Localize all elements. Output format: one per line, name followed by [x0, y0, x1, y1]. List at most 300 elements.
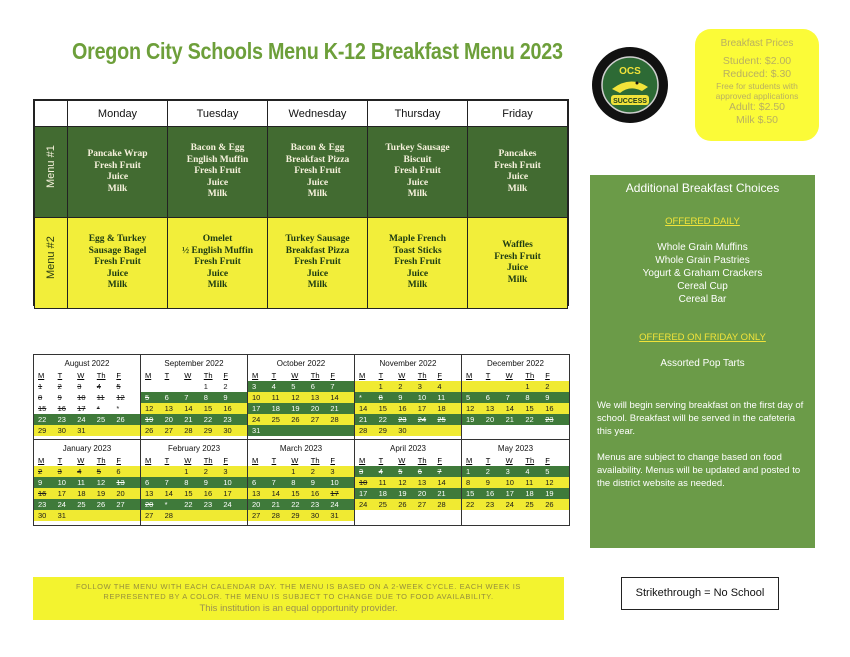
calendar-week: [248, 392, 354, 403]
menu-cell: [68, 127, 168, 218]
calendar-day: 25: [96, 415, 106, 424]
weekday-abbr: T: [57, 371, 63, 380]
calendar-day: 10: [252, 393, 261, 402]
calendar-week: [248, 466, 354, 477]
calendar-day: [359, 381, 379, 392]
calendar-day: 13: [252, 489, 261, 498]
weekday-header: [141, 456, 247, 466]
menu-items: [168, 143, 267, 201]
month-calendar: [355, 355, 462, 440]
calendar-day: 11: [77, 478, 85, 487]
menu-item: Juice: [206, 268, 229, 279]
calendar-day: 11: [96, 393, 105, 402]
calendar-day: 20: [252, 500, 261, 509]
menu-item: Juice: [206, 177, 229, 188]
calendar-day: 17: [359, 489, 368, 498]
menu-item: Fresh Fruit: [194, 257, 241, 268]
weekday-abbr: T: [378, 456, 384, 465]
month-title: September 2022: [164, 359, 224, 368]
weekday-abbr: W: [291, 456, 299, 465]
calendar-week: [34, 466, 140, 477]
calendar-day: 10: [417, 393, 427, 402]
weekday-abbr: Th: [203, 371, 213, 380]
calendar-day: [525, 510, 545, 521]
calendar-day: 11: [271, 393, 280, 402]
calendar-day: [437, 510, 457, 521]
calendar-day: 28: [164, 511, 173, 520]
daily-item: Whole Grain Pastries: [655, 255, 750, 266]
menu-item: ½ English Muffin: [181, 245, 253, 256]
calendar-day: 12: [398, 478, 407, 487]
calendar-day: [145, 466, 165, 477]
month-calendar: [141, 440, 248, 525]
weekday-abbr: M: [38, 456, 45, 465]
calendar-day: 18: [437, 404, 446, 413]
calendar-week: [141, 466, 247, 477]
menu-item: Omelet: [202, 234, 233, 245]
eagle-eye-icon: [636, 82, 639, 85]
weekday-abbr: F: [116, 456, 121, 465]
calendar-day: [545, 425, 565, 436]
calendar-day: 16: [38, 489, 47, 498]
calendar-day: 18: [378, 489, 387, 498]
calendar-day: 21: [505, 415, 514, 424]
menu-item: Juice: [306, 268, 329, 279]
calendar-day: [486, 510, 506, 521]
month-title: December 2022: [487, 359, 544, 368]
calendar-day: 30: [223, 426, 232, 435]
calendar-week: [141, 425, 247, 436]
calendar-week: [141, 414, 247, 425]
calendar-day: 2: [545, 382, 550, 391]
calendar-day: [184, 510, 204, 521]
calendar-day: 3: [252, 382, 257, 391]
calendar-day: [466, 425, 486, 436]
calendar-week: [355, 414, 461, 425]
calendar-day: 19: [291, 404, 300, 413]
calendar-day: 15: [525, 404, 534, 413]
calendar-day: 5: [116, 382, 121, 391]
calendar-day: 23: [57, 415, 66, 424]
weekday-abbr: M: [359, 371, 366, 380]
calendar-day: 2: [203, 467, 208, 476]
calendar-week: [34, 488, 140, 499]
weekday-abbr: T: [271, 371, 277, 380]
calendar-day: 26: [116, 415, 125, 424]
calendar-day: 22: [525, 415, 534, 424]
calendar-day: 19: [145, 415, 154, 424]
calendar-day: 3: [77, 382, 82, 391]
calendar-day: 28: [330, 415, 339, 424]
calendar-day: 17: [417, 404, 427, 413]
menu-items: [68, 234, 167, 292]
calendar-week: [141, 499, 247, 510]
calendar-day: [486, 425, 506, 436]
calendar-day: 22: [378, 415, 387, 424]
day-header: Wednesday: [268, 101, 368, 127]
menu-item: Milk: [407, 189, 428, 200]
calendar-day: 24: [359, 500, 368, 509]
calendar-day: [272, 425, 292, 436]
calendar-day: 27: [417, 500, 427, 509]
additional-choices-panel: [590, 175, 815, 548]
price-student: Student: $2.00: [722, 55, 792, 67]
calendar-day: 5: [291, 382, 296, 391]
weekday-abbr: W: [398, 371, 406, 380]
calendar-week: [141, 381, 247, 392]
weekday-header: [462, 456, 569, 466]
calendar-week: [462, 381, 569, 392]
calendar-week: [462, 499, 569, 510]
weekday-abbr: Th: [525, 456, 535, 465]
calendar-day: [486, 381, 506, 392]
calendar-day: 26: [291, 415, 300, 424]
calendar-day: 17: [57, 489, 66, 498]
calendar-week: [462, 466, 569, 477]
calendar-day: [379, 510, 399, 521]
calendar-week: [355, 403, 461, 414]
calendar-day: 2: [485, 467, 490, 476]
menu-item: Biscuit: [403, 154, 432, 165]
calendar-day: 24: [330, 500, 339, 509]
calendar-day: 7: [164, 478, 169, 487]
offered-friday-label: OFFERED ON FRIDAY ONLY: [639, 332, 766, 343]
logo-letters: OCS: [619, 66, 641, 77]
calendar-day: 24: [223, 500, 232, 509]
calendar-day: 14: [330, 393, 339, 402]
calendar-day: 7: [330, 382, 335, 391]
calendar-day: 11: [437, 393, 446, 402]
price-reduced: Reduced: $.30: [722, 68, 792, 80]
calendar-day: 17: [505, 489, 514, 498]
calendar-day: [398, 510, 418, 521]
calendar-week: [34, 414, 140, 425]
calendar-day: 22: [184, 500, 193, 509]
change-note: Menus are subject to change based on food availability. Menus will be updated and posted to the district website as needed.: [597, 452, 801, 489]
daily-item: Cereal Cup: [677, 281, 728, 292]
calendar-day: 23: [485, 500, 495, 509]
calendar-day: 27: [310, 415, 320, 424]
calendar-day: [272, 466, 292, 477]
menu-cell: [168, 127, 268, 218]
calendar-day: 5: [466, 393, 471, 402]
menu-row-label: [35, 218, 68, 309]
logo-motto: SUCCESS: [613, 98, 647, 105]
price-free-note-1: Free for students with: [716, 81, 798, 91]
menu-cell: [368, 218, 468, 309]
month-calendar: [248, 355, 355, 440]
calendar-day: 19: [398, 489, 407, 498]
month-calendar: [34, 355, 141, 440]
menu-item: Milk: [507, 274, 528, 285]
menu-items: [68, 149, 167, 195]
calendar-day: 17: [330, 489, 339, 498]
calendar-day: 1: [525, 382, 530, 391]
calendar-day: 31: [77, 426, 86, 435]
calendar-day: 21: [330, 404, 339, 413]
calendar-day: [145, 381, 165, 392]
calendar-day: 25: [525, 500, 534, 509]
menu-cell: [368, 127, 468, 218]
weekday-header: [34, 456, 140, 466]
calendar-week: [34, 381, 140, 392]
calendar-day: [97, 510, 117, 521]
calendar-day: 16: [57, 404, 66, 413]
calendar-day: 15: [466, 489, 475, 498]
calendar-day: 14: [437, 478, 446, 487]
calendar-day: 6: [164, 393, 169, 402]
calendar-day: 9: [223, 393, 228, 402]
calendar-day: 16: [223, 404, 232, 413]
calendar-day: 4: [525, 467, 530, 476]
menu-item: Maple French: [388, 234, 447, 245]
calendar-day: 9: [485, 478, 490, 487]
calendar-day: 8: [184, 478, 189, 487]
calendar-day: 25: [77, 500, 86, 509]
calendar-day: 13: [417, 478, 427, 487]
calendar-day: 19: [96, 489, 106, 498]
menu-item: Milk: [207, 189, 228, 200]
menu-item: Pancakes: [498, 149, 537, 159]
calendar-day: 11: [525, 478, 534, 487]
daily-item: Cereal Bar: [678, 294, 727, 305]
menu-1-label: Menu #1: [45, 145, 57, 188]
calendar-day: 2: [310, 467, 315, 476]
friday-item: Assorted Pop Tarts: [660, 358, 745, 369]
weekday-abbr: T: [485, 456, 491, 465]
calendar-day: 22: [291, 500, 300, 509]
menu-item: Waffles: [502, 240, 533, 250]
calendar-day: 2: [398, 382, 403, 391]
menu-item: Fresh Fruit: [394, 257, 441, 268]
weekday-abbr: M: [466, 456, 473, 465]
calendar-week: [248, 403, 354, 414]
calendar-day: 26: [398, 500, 407, 509]
menu-item: English Muffin: [186, 154, 249, 165]
calendar-week: [355, 477, 461, 488]
calendar-day: [184, 381, 204, 392]
weekday-abbr: W: [291, 371, 299, 380]
calendar-day: 5: [398, 467, 403, 476]
month-calendar: [355, 440, 462, 525]
weekday-abbr: M: [466, 371, 473, 380]
calendar-day: [165, 381, 185, 392]
calendar-day: 16: [310, 489, 320, 498]
calendar-day: 25: [378, 500, 387, 509]
menu-items: [168, 234, 267, 292]
menu-item: Juice: [406, 177, 429, 188]
calendar-day: [97, 425, 117, 436]
weekday-abbr: T: [485, 371, 491, 380]
price-milk: Milk $.50: [735, 114, 778, 126]
calendar-day: 30: [310, 511, 320, 520]
calendar-week: [355, 510, 461, 521]
menu-cell: [68, 218, 168, 309]
calendar-day: 13: [145, 489, 154, 498]
menu-item: Bacon & Egg: [190, 143, 245, 154]
weekday-abbr: T: [57, 456, 63, 465]
calendar-day: 1: [203, 382, 208, 391]
calendar-day: 12: [116, 393, 125, 402]
calendar-day: 9: [398, 393, 403, 402]
calendar-day: 21: [359, 415, 368, 424]
day-header: Thursday: [368, 101, 468, 127]
calendar-day: 8: [378, 393, 383, 402]
calendar-day: 23: [398, 415, 407, 424]
daily-items-list: [590, 241, 815, 306]
calendar-day: 6: [252, 478, 257, 487]
weekday-abbr: F: [116, 371, 121, 380]
calendar-week: [248, 488, 354, 499]
friday-items-list: [590, 357, 815, 370]
weekday-abbr: T: [378, 371, 384, 380]
calendar-day: 31: [252, 426, 261, 435]
menu-item: Milk: [107, 280, 128, 291]
calendar-day: 29: [203, 426, 213, 435]
calendar-day: 18: [77, 489, 86, 498]
month-calendar: [462, 440, 569, 525]
menu-item: Fresh Fruit: [394, 166, 441, 177]
offered-daily-label: OFFERED DAILY: [665, 216, 740, 227]
weekday-abbr: Th: [310, 371, 320, 380]
calendar-day: 20: [417, 489, 427, 498]
weekday-header: [141, 371, 247, 381]
calendar-week: [355, 392, 461, 403]
calendar-day: 14: [164, 489, 173, 498]
calendar-day: 5: [145, 393, 150, 402]
calendar-day: 7: [184, 393, 189, 402]
menu-item: Fresh Fruit: [494, 251, 541, 262]
menu-item: Turkey Sausage: [385, 143, 450, 154]
calendar-day: 15: [203, 404, 213, 413]
calendar-day: 20: [164, 415, 173, 424]
calendar-week: [462, 488, 569, 499]
calendar-day: 27: [252, 511, 261, 520]
weekday-abbr: F: [223, 456, 228, 465]
weekday-abbr: T: [164, 456, 170, 465]
footer-line-2: REPRESENTED BY A COLOR. THE MENU IS SUBJECT TO CHANGE DUE TO FOOD AVAILABILITY.: [103, 592, 494, 601]
calendar-day: [77, 510, 97, 521]
weekday-header: [248, 371, 354, 381]
calendar-day: 12: [96, 478, 106, 487]
calendar-day: 17: [252, 404, 261, 413]
calendar-day: [223, 510, 243, 521]
month-title: February 2023: [167, 444, 221, 453]
calendar-day: 18: [525, 489, 534, 498]
menu-item: Fresh Fruit: [94, 160, 141, 171]
calendar-day: 15: [378, 404, 387, 413]
calendar-day: 6: [485, 393, 490, 402]
weekday-abbr: W: [77, 371, 85, 380]
calendar-day: 20: [116, 489, 125, 498]
calendar-day: 23: [223, 415, 232, 424]
daily-item: Yogurt & Graham Crackers: [642, 268, 763, 279]
calendar-day: 24: [505, 500, 514, 509]
calendar-day: 22: [203, 415, 213, 424]
calendar-day: 12: [466, 404, 475, 413]
calendar-week: [141, 488, 247, 499]
calendar-day: *: [164, 500, 168, 509]
menu-item: Fresh Fruit: [94, 257, 141, 268]
calendar-day: [506, 510, 526, 521]
calendar-day: 4: [437, 382, 442, 391]
month-title: November 2022: [379, 359, 437, 368]
weekday-header: [462, 371, 569, 381]
footer-line-1: FOLLOW THE MENU WITH EACH CALENDAR DAY. THE MENU IS BASED ON A 2-WEEK CYCLE. EACH WEEK IS: [75, 582, 521, 591]
calendar-day: 7: [505, 393, 510, 402]
menu-item: Milk: [307, 189, 328, 200]
calendar-day: 10: [223, 478, 232, 487]
calendar-day: 28: [184, 426, 193, 435]
calendar-day: 24: [417, 415, 427, 424]
weekday-abbr: M: [359, 456, 366, 465]
calendar-day: 30: [398, 426, 407, 435]
calendar-day: 12: [291, 393, 300, 402]
calendar-day: 31: [57, 511, 66, 520]
calendar-day: 6: [116, 467, 121, 476]
calendar-day: 14: [359, 404, 368, 413]
weekday-abbr: W: [505, 371, 513, 380]
weekday-abbr: Th: [525, 371, 535, 380]
calendar-day: 22: [38, 415, 47, 424]
calendar-day: 21: [184, 415, 193, 424]
weekday-abbr: F: [545, 456, 550, 465]
calendar-day: 8: [203, 393, 208, 402]
weekday-abbr: M: [252, 456, 259, 465]
calendar-week: [141, 403, 247, 414]
calendar-day: 10: [505, 478, 514, 487]
calendar-day: 8: [525, 393, 530, 402]
weekday-abbr: W: [505, 456, 513, 465]
month-title: March 2023: [279, 444, 323, 453]
calendar-day: 19: [545, 489, 554, 498]
price-adult: Adult: $2.50: [728, 101, 786, 113]
weekday-abbr: F: [330, 371, 335, 380]
calendar-day: 28: [359, 426, 368, 435]
calendar-day: [466, 510, 486, 521]
calendar-week: [34, 477, 140, 488]
calendar-week: [248, 414, 354, 425]
calendar-week: [462, 510, 569, 521]
calendar-day: 8: [38, 393, 43, 402]
weekday-abbr: F: [437, 371, 442, 380]
calendar-day: 10: [359, 478, 368, 487]
weekday-abbr: T: [271, 456, 277, 465]
calendar-day: 21: [437, 489, 446, 498]
menu-item: Breakfast Pizza: [285, 154, 350, 165]
menu-cell: [168, 218, 268, 309]
menu-item: Fresh Fruit: [294, 166, 341, 177]
calendar-day: 29: [378, 426, 387, 435]
calendar-day: 4: [378, 467, 383, 476]
calendar-day: 31: [330, 511, 339, 520]
menu-item: Fresh Fruit: [494, 160, 541, 171]
calendar-week: [462, 414, 569, 425]
additional-choices-heading: Additional Breakfast Choices: [625, 181, 780, 195]
weekday-abbr: W: [184, 456, 192, 465]
month-calendar: [248, 440, 355, 525]
calendar-day: 23: [203, 500, 213, 509]
calendar-week: [248, 425, 354, 436]
calendar-day: 14: [505, 404, 514, 413]
calendar-day: 23: [38, 500, 47, 509]
weekday-abbr: W: [398, 456, 406, 465]
calendar-day: 27: [145, 511, 154, 520]
menu-items: [468, 149, 567, 195]
calendar-day: [506, 381, 526, 392]
menu-item: Juice: [506, 172, 529, 182]
calendar-day: 16: [203, 489, 213, 498]
